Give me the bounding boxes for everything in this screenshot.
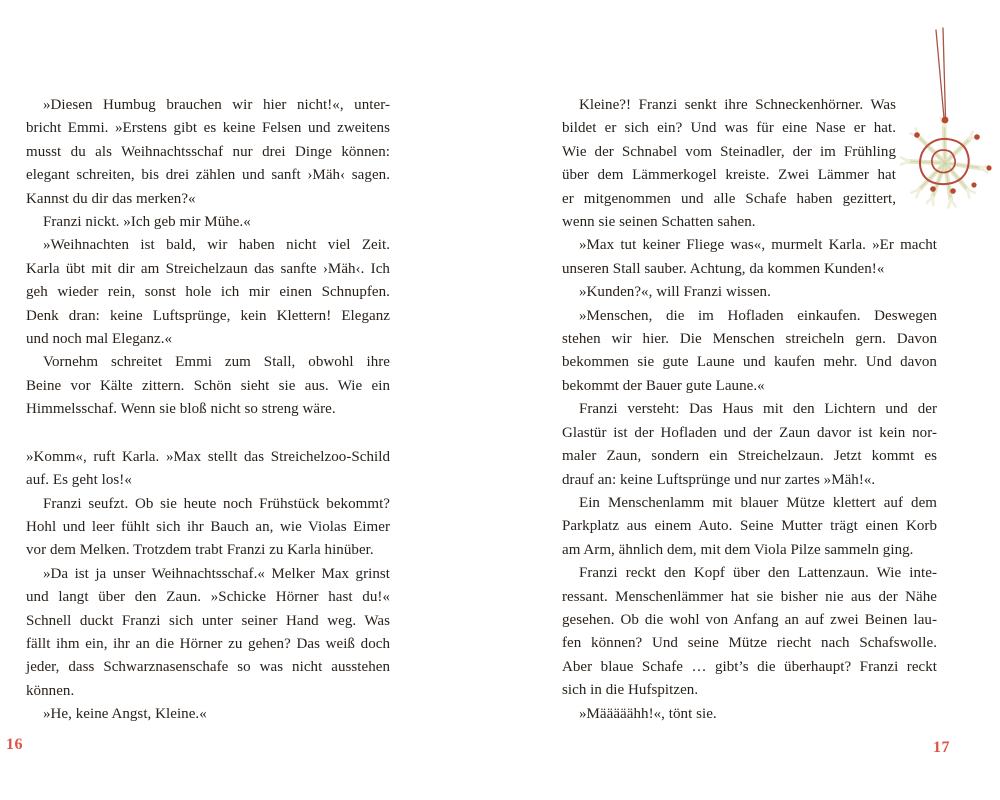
text-line: auf. Es geht los!« [26,472,132,489]
text-line: Glastür ist der Hofladen und der Zaun davor ist kein nor- [562,424,937,441]
text-line: gesehen. Ob die wohl von Anfang an auf zwei Beinen lau- [562,611,937,628]
paragraph [26,211,390,234]
paragraph [26,446,390,493]
page-number-right: 17 [933,739,950,756]
paragraph [562,492,937,562]
paragraph [26,563,390,703]
text-line: Vornehm schreitet Emmi zum Stall, obwohl ihre [43,354,390,371]
text-line: elegant schreiten, bis drei zählen und sanft ›Mäh‹ sagen. [26,167,390,184]
text-line: »Kunden?«, will Franzi wissen. [579,284,771,301]
paragraph [562,94,896,234]
text-line: Beine vor Kälte zittern. Schön sieht sie aus. Wie ein [26,377,390,394]
text-line: maler Zaun, sondern ein Streichelzaun. Jetzt kommt es [562,448,937,465]
text-line: Himmelsschaf. Wenn sie bloß nicht so streng wäre. [26,401,336,418]
text-line: Franzi seufzt. Ob sie heute noch Frühstück bekommt? [43,495,390,512]
paragraph [562,305,937,399]
text-line: Kleine?! Franzi senkt ihre Schneckenhörner. Was [579,97,896,113]
page-number-left: 16 [6,736,23,753]
text-line: fen können? Und seine Mütze riecht nach Schafswolle. [562,635,937,652]
paragraph [562,703,937,726]
text-line: »Weihnachten ist bald, wir haben nicht viel Zeit. [43,237,390,254]
paragraph [26,234,390,351]
text-line: geh wieder rein, sonst hole ich mir einen Schnupfen. [26,284,390,301]
text-line: Schnell duckt Franzi sich unter seiner Hand weg. Was [26,612,390,629]
text-line: bekommt der Bauer gute Laune.« [562,377,765,394]
paragraph [26,94,390,211]
text-line: und langt über den Zaun. »Schicke Hörner hast du!« [26,589,390,606]
paragraph [562,234,937,281]
paragraph [26,703,390,726]
text-line: ressant. Menschenlämmer hat sie bisher nie aus der Nähe [562,588,937,605]
left-page-text-column [26,94,390,727]
right-page-text-column [562,94,937,726]
text-line: er mitgenommen und alle Schafe haben gezittert, [562,190,896,207]
text-line: Hohl und leer fühlt sich ihr Bauch an, wie Violas Eimer [26,518,390,535]
paragraph [26,351,390,421]
text-line: Franzi reckt den Kopf über den Lattenzaun. Wie inte- [579,565,937,582]
text-line: Kannst du dir das merken?« [26,190,196,207]
text-line: »Menschen, die im Hofladen einkaufen. Deswegen [579,307,937,324]
paragraph [26,493,390,563]
text-line: Karla übt mit dir am Streichelzaun das sanfte ›Mäh‹. Ich [26,260,390,277]
text-line: bildet er sich ein? Und was für eine Nase er hat. [562,120,896,137]
paragraph [562,281,937,304]
text-line: »Määääähh!«, tönt sie. [579,705,717,722]
text-line: wenn sie seinen Schatten sahen. [562,214,756,231]
text-line: »Komm«, ruft Karla. »Max stellt das Streichelzoo-Schild [26,448,390,465]
text-line: vor dem Melken. Trotzdem trabt Franzi zu Karla hinüber. [26,542,374,559]
text-line: am Arm, ähnlich dem, mit dem Viola Pilze sammeln ging. [562,541,914,558]
text-line: »Da ist ja unser Weihnachtsschaf.« Melker Max grinst [43,565,390,582]
text-line: Franzi versteht: Das Haus mit den Lichtern und der [579,401,937,418]
text-line: und noch mal Eleganz.« [26,331,173,348]
paragraph [562,562,937,702]
text-line: sich in die Hufspitzen. [562,682,699,699]
text-line: »Diesen Humbug brauchen wir hier nicht!«, unter- [43,97,390,113]
text-line: können. [26,682,75,699]
text-line: Ein Menschenlamm mit blauer Mütze klettert auf dem [579,494,937,511]
text-line: stehen wir hier. Die Menschen streicheln gern. Davon [562,331,937,348]
text-line: jeder, dass Schwarznasenschafe so was nicht ausstehen [26,659,390,676]
text-line: Franzi nickt. »Ich geb mir Mühe.« [43,214,251,231]
text-line: Denk dran: keine Luftsprünge, kein Klettern! Eleganz [26,307,390,324]
text-line: bekommen sie gute Laune und kaufen mehr. Und davon [562,354,937,371]
text-line: unseren Stall sauber. Achtung, da kommen Kunden!« [562,260,885,277]
straw-star-ornament [883,22,1000,222]
text-line: Wie der Schnabel vom Steinadler, der im Frühling [562,143,896,160]
text-line: über dem Lämmerkogel kreiste. Zwei Lämmer hat [562,167,896,184]
text-line: Aber blaue Schafe … gibt’s die überhaupt? Franzi reckt [562,658,937,675]
text-line: »He, keine Angst, Kleine.« [43,706,207,723]
paragraph [562,398,937,492]
text-line: Parkplatz aus einem Auto. Seine Mutter trägt einen Korb [562,518,937,535]
text-line: musst du als Weihnachtsschaf nur drei Dinge können: [26,143,390,160]
text-line: bricht Emmi. »Erstens gibt es keine Felsen und zweitens [26,120,390,137]
text-line: fällt ihm ein, ihr an die Hörner zu gehen? Das weiß doch [26,635,390,652]
text-line: drauf an: keine Luftsprünge und nur zartes »Mäh!«. [562,471,876,488]
text-line: »Max tut keiner Fliege was«, murmelt Karla. »Er macht [579,237,937,254]
